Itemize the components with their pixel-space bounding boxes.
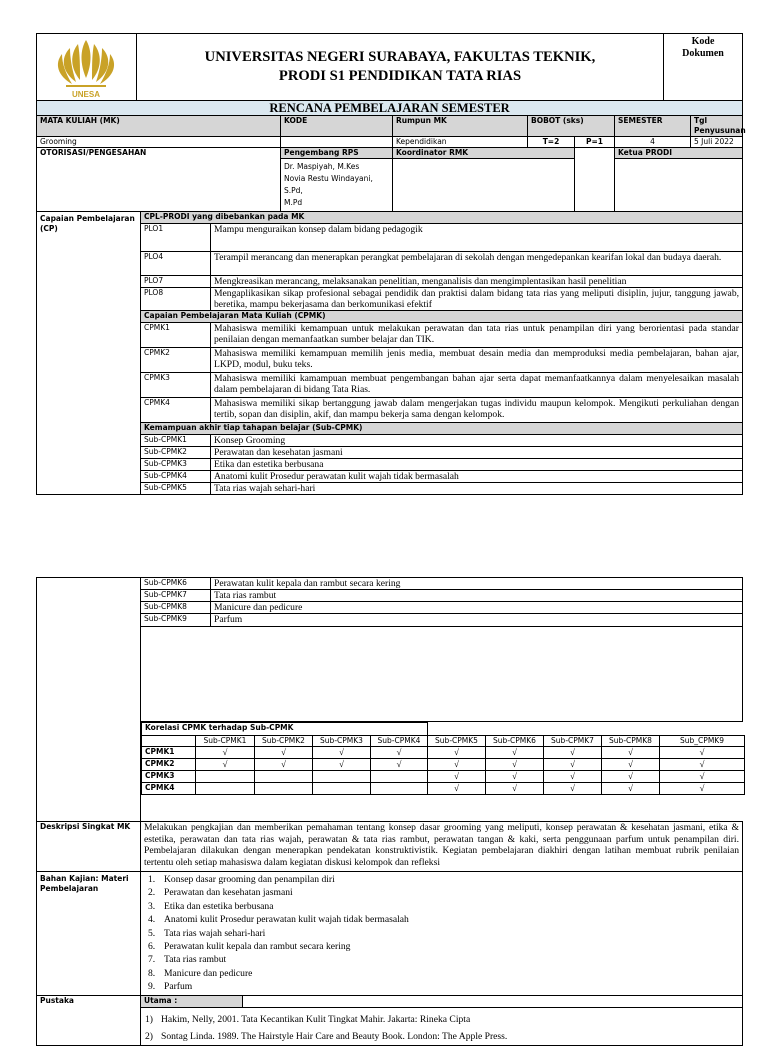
course-name: Grooming <box>37 137 281 148</box>
tgl-header: Tgl Penyusunan <box>691 116 743 137</box>
unesa-logo-text: UNESA <box>71 90 101 99</box>
kode-dokumen: Kode Dokumen <box>664 34 743 101</box>
list-item: 6. Perawatan kulit kepala dan rambut secara kering <box>148 941 351 953</box>
list-item: 4. Anatomi kulit Prosedur perawatan kulit wajah tidak bermasalah <box>148 914 409 926</box>
koordinator-cell <box>393 148 575 212</box>
list-item: 2. Perawatan dan kesehatan jasmani <box>148 887 293 899</box>
pengembang-names: Dr. Maspiyah, M.Kes Novia Restu Windayani, S.Pd, M.Pd <box>284 162 373 207</box>
deskripsi-table <box>36 821 743 1046</box>
course-kode <box>281 137 393 148</box>
list-item: 5. Tata rias wajah sehari-hari <box>148 927 266 939</box>
korelasi-cell <box>141 722 743 822</box>
rps-title: RENCANA PEMBELAJARAN SEMESTER <box>37 101 743 116</box>
course-rumpun: Kependidikan <box>393 137 528 148</box>
rumpun-header: Rumpun MK <box>393 116 528 137</box>
unesa-logo-icon <box>40 34 132 100</box>
list-item: 2) Sontag Linda. 1989. The Hairstyle Hair Care and Beauty Book. London: The Apple Press. <box>145 1031 508 1042</box>
institution-title-line2: PRODI S1 PENDIDIKAN TATA RIAS <box>278 68 522 84</box>
deskripsi-text: Melakukan pengkajian dan memberikan pemahaman tentang konsep dasar grooming yang meliputi, konsep perawatan & kesehatan jasmani, etika & estetika, perawatan dan tata rias wajah, perawatan & tata rias rambut, perawatan tangan & kaki, serta penggunaan parfum untuk penampilan diri. Pembelajaran dilakukan dengan menerapkan pendekatan konstruktivistik. Kegiatan pembelajaran diakhiri dengan latihan membuat rubrik penilaian tertentu oleh setiap mahasiswa dalam kegiatan diskusi kelompok dan refleksi <box>141 822 743 872</box>
cpl-header: CPL-PRODI yang dibebankan pada MK <box>141 212 743 224</box>
list-item: 3. Etika dan estetika berbusana <box>148 900 274 912</box>
pustaka-label: Pustaka <box>37 996 141 1046</box>
institution-title <box>137 34 664 101</box>
cp-label: Capaian Pembelajaran (CP) <box>37 212 141 495</box>
list-item: 8. Manicure dan pedicure <box>148 967 253 979</box>
korelasi-table: Korelasi CPMK terhadap Sub-CPMK Sub-CPMK1 Sub-CPMK2 Sub-CPMK3 Sub-CPMK4 Sub-CPMK5 Sub-CPMK6 Sub-CPMK7 Sub-CPMK8 Sub_CPMK9 CPMK1 √ √ √ √ √ √ √ √ √ CPMK2 √ √ √ √ √ √ √ √ √ CPMK3 √ √ √ √ √ CPMK4 √ √ √ √ √ <box>141 722 745 795</box>
rps-table <box>36 100 746 212</box>
pustaka-cell <box>141 996 743 1046</box>
course-tgl: 5 Juli 2022 <box>691 137 743 148</box>
ketua-label: Ketua PRODI <box>615 148 742 159</box>
koordinator-label: Koordinator RMK <box>393 148 574 159</box>
list-item: 1) Hakim, Nelly, 2001. Tata Kecantikan Kulit Tingkat Mahir. Jakarta: Rineka Cipta <box>145 1014 471 1025</box>
list-item: 1. Konsep dasar grooming dan penampilan diri <box>148 874 335 885</box>
course-bobot-t: T=2 <box>528 137 575 148</box>
kode-header: KODE <box>281 116 393 137</box>
bahan-label: Bahan Kajian: Materi Pembelajaran <box>37 872 141 996</box>
course-semester: 4 <box>615 137 691 148</box>
page-2 <box>36 577 742 1046</box>
unesa-logo-cell <box>37 34 137 101</box>
subcpmk-header: Kemampuan akhir tiap tahapan belajar (Sub-CPMK) <box>141 423 743 435</box>
list-item: 7. Tata rias rambut <box>148 954 227 966</box>
ketua-cell <box>615 148 743 212</box>
page-1 <box>36 33 746 495</box>
mata-kuliah-header: MATA KULIAH (MK) <box>37 116 281 137</box>
pengembang-cell <box>281 148 393 212</box>
page2-table: Sub-CPMK6 Perawatan kulit kepala dan rambut secara kering Sub-CPMK7 Tata rias rambut Sub-CPMK8 Manicure dan pedicure Sub-CPMK9 Parfum Korelasi CPMK terhadap Sub-CPMK Sub-CPMK1 Sub-CPMK2 Sub-CPMK3 Sub-CPMK4 Sub-CPMK5 Sub-CPMK6 Sub-CPMK7 Sub-CPMK8 Sub_CPMK9 CPMK1 √ √ √ √ √ √ √ √ √ CPMK2 √ √ √ √ √ √ √ √ √ CPMK3 √ √ √ √ √ CPMK4 √ √ √ √ √ <box>36 577 743 822</box>
deskripsi-label: Deskripsi Singkat MK <box>37 822 141 872</box>
list-item: 9. Parfum <box>148 981 193 993</box>
semester-header: SEMESTER <box>615 116 691 137</box>
bahan-list <box>141 872 743 996</box>
course-bobot-p: P=1 <box>575 137 615 148</box>
utama-label: Utama : <box>141 996 243 1007</box>
pengembang-label: Pengembang RPS <box>281 148 392 159</box>
institution-title-line1: UNIVERSITAS NEGERI SURABAYA, FAKULTAS TEKNIK, <box>204 49 596 65</box>
cpmk-header: Capaian Pembelajaran Mata Kuliah (CPMK) <box>141 311 743 323</box>
otorisasi-label: OTORISASI/PENGESAHAN <box>37 148 281 212</box>
cp-table: Capaian Pembelajaran (CP) CPL-PRODI yang dibebankan pada MK PLO1 Mampu menguraikan konsep dalam bidang pedagogik PLO4 Terampil merancang dan menerapkan perangkat pembelajaran di sekolah dengan mengedepankan kearifan lokal dan budaya daerah. PLO7 Mengkreasikan merancang, melaksanakan penelitian, menganalisis dan mengimplentasikan hasil penelitian PLO8 Mengaplikasikan sikap profesional sebagai pendidik dan praktisi dalam bidang tata rias yang meliputi disiplin, jujur, tanggung jawab, beretika, mampu bekerjasama dan berkomunikasi efektif Capaian Pembelajaran Mata Kuliah (CPMK) CPMK1 Mahasiswa memiliki kemampuan untuk melakukan perawatan dan tata rias untuk penampilan diri yang berorientasi pada standar penilaian dengan memanfaatkan sumber belajar dan TIK. CPMK2 Mahasiswa memiliki kemampuan memilih jenis media, membuat desain media dan memproduksi media pembelajaran, bahan ajar, LKPD, modul, buku teks. CPMK3 Mahasiswa memiliki kamampuan membuat pengembangan bahan ajar serta dapat memanfaatkannya dalam menyelesaikan masalah dalam pembelajaran di bidang Tata Rias. CPMK4 Mahasiswa memiliki sikap bertanggung jawab dalam mengerjakan tugas individu maupun kelompok. Mengikuti perkuliahan dengan tertib, sopan dan disiplin, akif, dan mampu bekerja sama dengan kelompok. Kemampuan akhir tiap tahapan belajar (Sub-CPMK) Sub-CPMK1 Konsep Grooming Sub-CPMK2 Perawatan dan kesehatan jasmani Sub-CPMK3 Etika dan estetika berbusana Sub-CPMK4 Anatomi kulit Prosedur perawatan kulit wajah tidak bermasalah Sub-CPMK5 Tata rias wajah sehari-hari <box>36 211 743 495</box>
document-header <box>36 33 743 101</box>
korelasi-header: Korelasi CPMK terhadap Sub-CPMK <box>142 723 428 736</box>
bobot-header: BOBOT (sks) <box>528 116 615 137</box>
